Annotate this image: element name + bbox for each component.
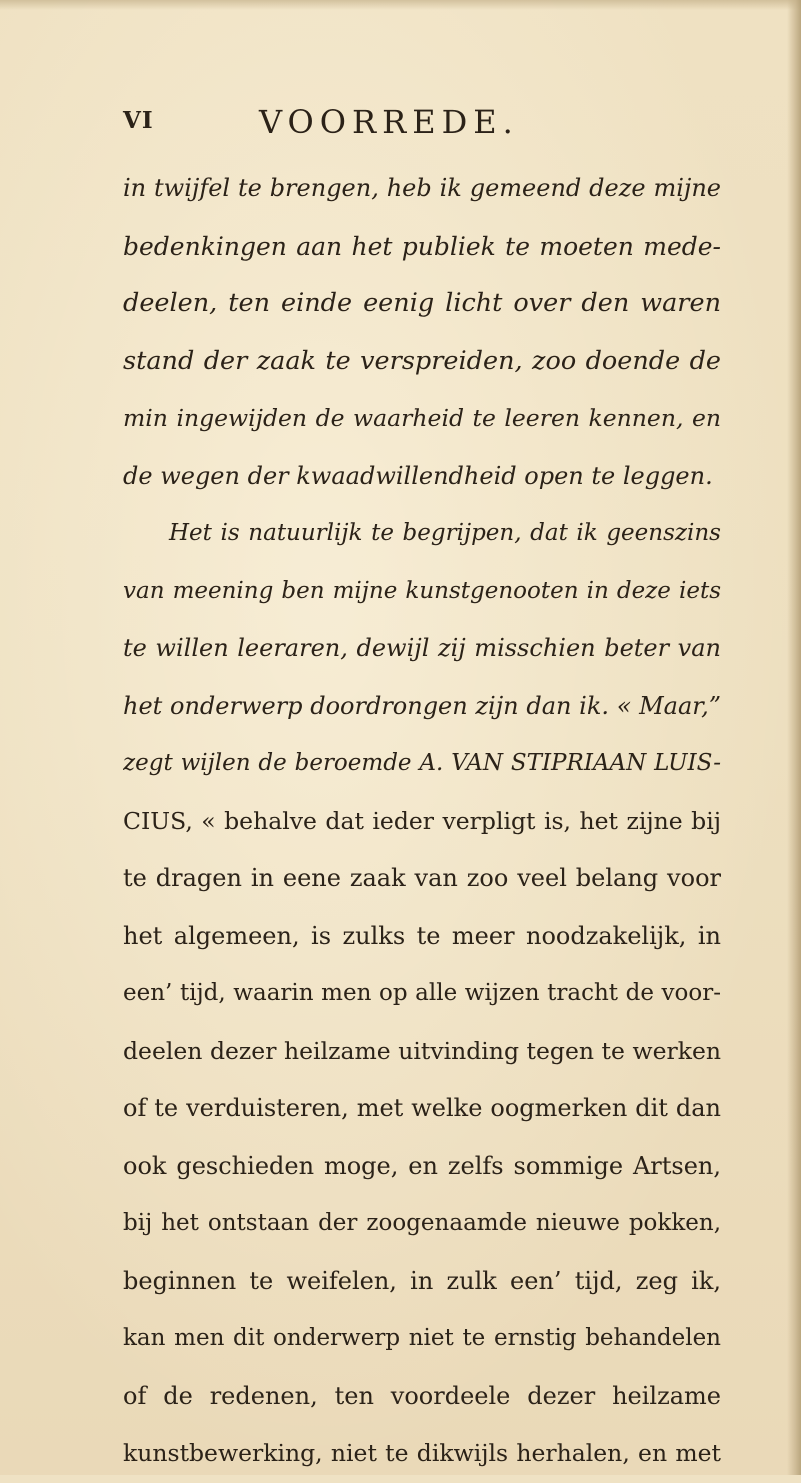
text-line: CIUS, « behalve dat ieder verpligt is, het zijne bij bbox=[123, 806, 721, 835]
text-line: ook geschieden moge, en zelfs sommige Artsen, bbox=[123, 1151, 721, 1180]
text-line: te dragen in eene zaak van zoo veel belang voor bbox=[123, 864, 721, 892]
text-line: van meening ben mijne kunstgenooten in deze iets bbox=[123, 577, 721, 604]
text-line: een’ tijd, waarin men op alle wijzen tracht de voor- bbox=[123, 980, 721, 1006]
page-top-edge bbox=[0, 0, 801, 10]
text-line: of te verduisteren, met welke oogmerken dit dan bbox=[123, 1094, 721, 1122]
text-line: de wegen der kwaadwillendheid open te leggen. bbox=[123, 461, 713, 490]
text-line: zegt wijlen de beroemde A. VAN STIPRIAAN LUIS- bbox=[123, 750, 721, 776]
text-line: deelen dezer heilzame uitvinding tegen te werken bbox=[123, 1036, 721, 1065]
text-line: het onderwerp doordrongen zijn dan ik. « Maar,” bbox=[123, 691, 721, 720]
text-line: in twijfel te brengen, heb ik gemeend deze mijne bbox=[123, 174, 721, 202]
text-line: min ingewijden de waarheid te leeren kennen, en bbox=[123, 404, 721, 432]
text-line: deelen, ten einde eenig licht over den waren bbox=[123, 288, 721, 318]
page-right-edge bbox=[787, 0, 801, 1475]
text-line: of de redenen, ten voordeele dezer heilzame bbox=[123, 1381, 721, 1410]
page-number: VI bbox=[123, 107, 154, 134]
body-text bbox=[123, 160, 721, 1483]
text-line: kunstbewerking, niet te dikwijls herhalen, en met bbox=[123, 1439, 721, 1467]
text-line: Het is natuurlijk te begrijpen, dat ik geenszins bbox=[169, 520, 721, 546]
text-line: kan men dit onderwerp niet te ernstig behandelen bbox=[123, 1325, 721, 1351]
text-line: te willen leeraren, dewijl zij misschien beter van bbox=[123, 634, 721, 662]
text-line: het algemeen, is zulks te meer noodzakelijk, in bbox=[123, 921, 721, 950]
text-line: stand der zaak te verspreiden, zoo doende de bbox=[123, 345, 721, 376]
text-line: beginnen te weifelen, in zulk een’ tijd, zeg ik, bbox=[123, 1266, 721, 1295]
page-header bbox=[123, 103, 643, 153]
text-line: bedenkingen aan het publiek te moeten mede- bbox=[123, 231, 721, 261]
text-line: bij het ontstaan der zoogenaamde nieuwe pokken, bbox=[123, 1210, 721, 1236]
running-title: VOORREDE. bbox=[259, 103, 519, 141]
